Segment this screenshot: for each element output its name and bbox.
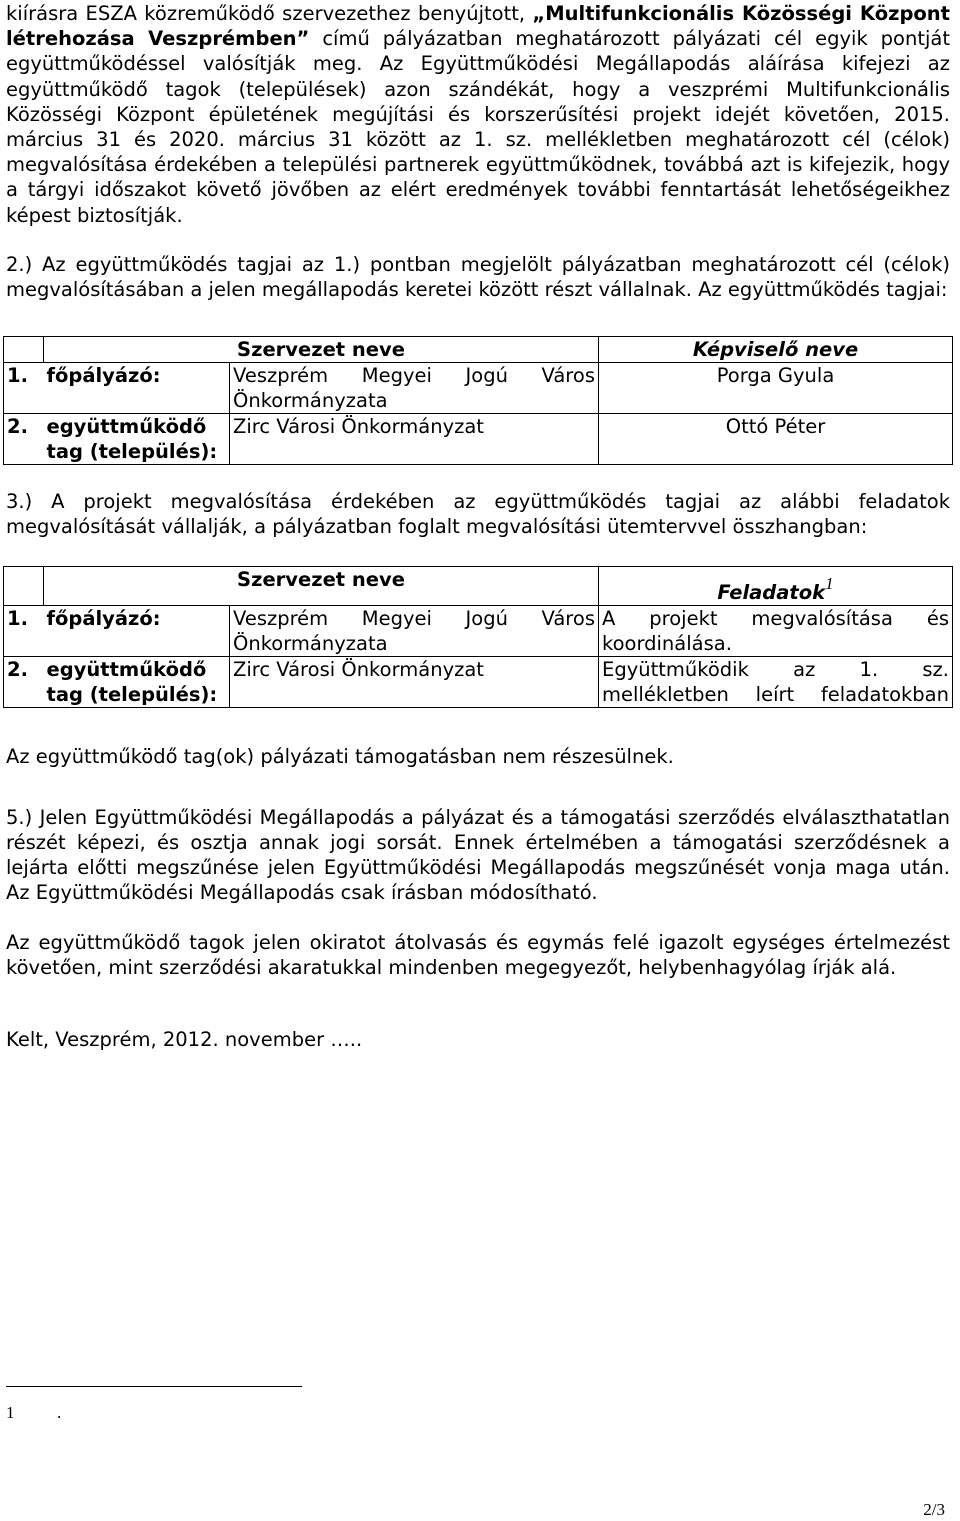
org-name-cell: Veszprém Megyei Jogú Város Önkormányzata — [230, 605, 599, 656]
closing-paragraph: Az együttműködő tagok jelen okiratot átolvasás és egymás felé igazolt egységes értelmezést követően, mint szerződési akaratukkal mindenben megegyezőt, helybenhagyólag írják alá. — [6, 930, 950, 979]
footnote-reference: 1 — [825, 573, 834, 593]
table-row — [4, 363, 953, 414]
intro-text-start: kiírásra ESZA közreműködő szervezethez benyújtott, — [6, 2, 526, 25]
page-number: 2/3 — [923, 1500, 945, 1519]
table-header-row — [4, 337, 953, 363]
document-page — [6, 0, 950, 1052]
intro-paragraph — [6, 1, 950, 228]
tasks-header: Feladatok$^1$ — [599, 566, 953, 605]
org-name-header: Szervezet neve — [44, 566, 599, 605]
representative-cell: Porga Gyula — [599, 363, 953, 414]
org-name-cell: Veszprém Megyei Jogú Város Önkormányzata — [230, 363, 599, 414]
table-row — [4, 605, 953, 656]
row-number: 2. — [4, 414, 44, 465]
section-2-paragraph: 2.) Az együttműködés tagjai az 1.) pontban megjelölt pályázatban meghatározott cél (célok) megvalósításában a jelen megállapodás keretei között részt vállalnak. Az együttműködés tagjai: — [6, 252, 950, 302]
row-role: főpályázó: — [44, 363, 230, 414]
task-cell: A projekt megvalósítása és koordinálása. — [599, 605, 953, 656]
date-line: Kelt, Veszprém, 2012. november ….. — [6, 1028, 363, 1052]
row-role: együttműködő tag (település): — [44, 656, 230, 707]
project-title: „Multifunkcionális Közösségi Központ létrehozása Veszprémben” — [6, 2, 951, 51]
members-table — [3, 336, 953, 465]
representative-cell: Ottó Péter — [599, 414, 953, 465]
org-name-cell: Zirc Városi Önkormányzat — [230, 656, 599, 707]
section-3-paragraph: 3.) A projekt megvalósítása érdekében az együttműködés tagjai az alábbi feladatok megvalósítását vállalják, a pályázatban foglalt megvalósítási ütemtervvel összhangban: — [6, 490, 950, 539]
table-row — [4, 656, 953, 707]
section-5-paragraph: 5.) Jelen Együttműködési Megállapodás a pályázat és a támogatási szerződés elválaszthatatlan részét képezi, és osztja annak jogi sorsát. Ennek értelmében a támogatási szerződésnek a lejárta előtti megszűnése jelen Együttműködési Megállapodás megszűnését vonja maga után. Az Együttműködési Megállapodás csak írásban módosítható. — [6, 805, 950, 905]
task-cell: Együttműködik az 1. sz. mellékletben leírt feladatokban — [599, 656, 953, 707]
row-number: 2. — [4, 656, 44, 707]
intro-text-rest: című pályázatban meghatározott pályázati cél egyik pontját együttműködéssel valósítják meg. Az Együttműködési Megállapodás aláírása kifejezi az együttműködő tagok (települések) azon szándékát, hogy a veszprémi Multifunkcionális Közösségi Központ épületének megújítási és korszerűsítési projekt idejét követően, 2015. március 31 és 2020. március 31 között az 1. sz. mellékletben meghatározott cél (célok) megvalósítása érdekében a települési partnerek együttműködnek, továbbá azt is kifejezik, hogy a tárgyi időszakot követő jövőben az elért eredmények további fenntartását lehetőségeikhez képest biztosítják. — [6, 27, 950, 227]
row-number: 1. — [4, 605, 44, 656]
org-name-cell: Zirc Városi Önkormányzat — [230, 414, 599, 465]
row-role: főpályázó: — [44, 605, 230, 656]
representative-header: Képviselő neve — [599, 337, 953, 363]
org-name-header: Szervezet neve — [44, 337, 599, 363]
section-4-paragraph: Az együttműködő tag(ok) pályázati támogatásban nem részesülnek. — [6, 744, 674, 768]
footnote: 1 . — [6, 1403, 62, 1422]
footnote-separator — [6, 1386, 302, 1387]
tasks-table — [3, 566, 953, 708]
table-row — [4, 414, 953, 465]
row-number: 1. — [4, 363, 44, 414]
table-header-row — [4, 566, 953, 605]
row-role: együttműködő tag (település): — [44, 414, 230, 465]
